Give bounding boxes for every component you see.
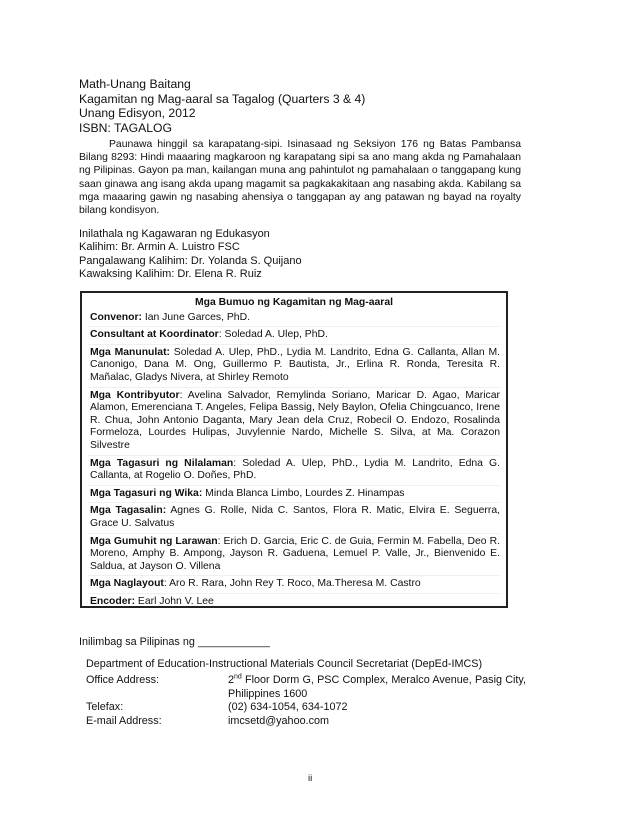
telefax-row [86,701,526,714]
floor-suffix: nd [234,673,242,681]
credit-text: Minda Blanca Limbo, Lourdes Z. Hinampas [202,487,405,499]
telefax-label: Telefax: [86,701,124,714]
credit-language-reviewers [88,486,500,504]
credit-text: Ian June Garces, PhD. [141,311,250,323]
book-isbn: ISBN: TAGALOG [79,120,173,135]
email-label: E-mail Address: [86,714,162,727]
credit-text: : Erich D. Garcia, Eric C. de Guia, Fermin M. Fabella, Deo R. Moreno, Amphy B. Ampong, Jayson R. Gaduena, Lemuel P. Valle, Jr., Bienvenido E. Saldua, at Jayson O. Villena [90,535,500,572]
credit-encoder [88,594,500,611]
secretary-line: Kalihim: Br. Armin A. Luistro FSC [79,241,240,254]
contact-info [86,658,526,728]
credit-text: : Soledad A. Ulep, PhD., Lydia M. Landrito, Edna G. Callanta, at Rogelio O. Doñes, PhD. [90,457,500,482]
page-number: ii [308,773,313,784]
credit-label: Mga Tagasalin: [90,505,167,517]
credit-label: Mga Naglayout [90,578,164,590]
assistant-secretary-line: Kawaksing Kalihim: Dr. Elena R. Ruiz [79,268,262,281]
contact-organization: Department of Education-Instructional Materials Council Secretariat (DepEd-IMCS) [86,658,483,670]
deped-officials [79,228,521,282]
credit-writers [88,345,500,388]
email-row [86,715,526,728]
credit-label: Mga Tagasuri ng Nilalaman [90,457,234,469]
credit-label: Convenor: [90,311,142,323]
office-address-value [228,674,526,701]
credit-text: Soledad A. Ulep, PhD., Lydia M. Landrito, Edna G. Callanta, Allan M. Canonigo, Dana M. Ong, Guillermo P. Bautista, Jr., Erlina R. Ronda, Teresita R. Mañalac, Gladys Nivera, at Shirley Remoto [90,346,501,383]
book-edition: Unang Edisyon, 2012 [79,106,196,121]
copyright-notice: Paunawa hinggil sa karapatang-sipi. Isinasaad ng Seksiyon 176 ng Batas Pambansa Bilang 8293: Hindi maaaring magkaroon ng karapatang sipi sa ano mang akda ng Pamahalaan ng Pilipinas. Gayon pa man, kailangan muna ang pahintulot ng pamahalaan o tanggapang kung saan ginawa ang isang akda upang magamit sa pagkakakitaan ang nasabing akda. Kabilang sa mga maaaring gawin ng nasabing ahensiya o tanggapan ay ang patawan ng bayad na royalty bilang kondisyon. [79,139,521,217]
credit-label: Encoder: [90,595,136,607]
credit-translators [88,503,500,533]
credits-title: Mga Bumuo ng Kagamitan ng Mag-aaral [194,297,394,308]
credit-label: Mga Gumuhit ng Larawan [90,535,218,547]
credit-text: Agnes G. Rolle, Nida C. Santos, Flora R. Matic, Elvira E. Seguerra, Grace U. Salvatus [90,505,500,529]
credit-text: : Soledad A. Ulep, PhD. [218,329,328,341]
printed-in-line: Inilimbag sa Pilipinas ng ____________ [79,636,270,648]
credit-label: Mga Manunulat: [90,346,170,358]
credit-content-reviewers [88,456,500,486]
credit-text: : Avelina Salvador, Remylinda Soriano, Maricar D. Agao, Maricar Alamon, Emerenciana T. Angeles, Felipa Bassig, Nely Baylon, Ofelia Chingcuanco, Irene R. Chua, John Antonio Daganta, Mary Jean dela Cruz, Robecil O. Endozo, Rosalinda Formeloza, Lourdes Hulipas, Juvylennie Nardo, Michelle S. Silva, at Ma. Corazon Silvestre [90,389,500,451]
publisher-line: Inilathala ng Kagawaran ng Edukasyon [79,228,270,240]
office-address-label: Office Address: [86,674,160,687]
telefax-value: (02) 634-1054, 634-1072 [228,701,348,714]
credit-illustrators [88,534,500,577]
undersecretary-line: Pangalawang Kalihim: Dr. Yolanda S. Quijano [79,254,302,267]
credit-text: : Aro R. Rara, John Rey T. Roco, Ma.Theresa M. Castro [163,578,421,590]
credit-label: Consultant at Koordinator [90,329,219,341]
credit-label: Mga Tagasuri ng Wika: [90,487,203,499]
office-address-row [86,674,526,701]
credits-box [80,291,508,608]
book-info [79,77,559,135]
email-value: imcsetd@yahoo.com [228,714,329,727]
floor-number: 2 [228,674,235,687]
credit-convenor [88,310,500,328]
credit-text: Earl John V. Lee [135,595,214,607]
book-subject: Math-Unang Baitang [79,77,191,91]
credit-consultant [88,327,500,345]
credit-contributors [88,388,500,456]
credit-layout-artists [88,576,500,594]
credit-label: Mga Kontribyutor [90,389,180,401]
address-text: Floor Dorm G, PSC Complex, Meralco Avenue, Pasig City, Philippines 1600 [228,674,526,700]
book-title: Kagamitan ng Mag-aaral sa Tagalog (Quarters 3 & 4) [79,91,366,106]
